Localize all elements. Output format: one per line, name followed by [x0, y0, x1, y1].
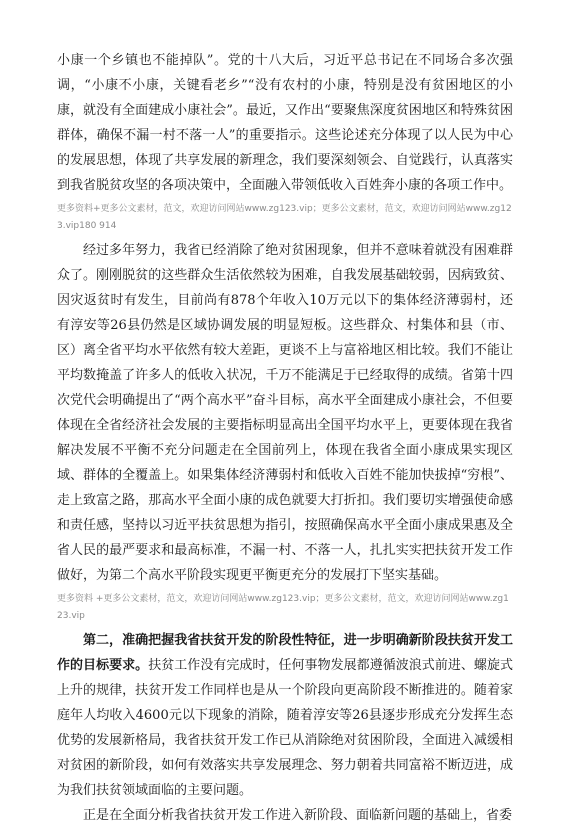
section-heading: 第二，准确把握我省扶贫开发的阶段性特征，进一步明确新阶段扶贫开发工作的目标要求。 — [57, 633, 513, 673]
reference-link-1[interactable]: 更多资料+更多公文素材，范文，欢迎访问网站www.zg123.vip；更多公文素材，范文，欢迎访问网站www.zg123.vip180 914 — [57, 204, 512, 231]
document-page — [57, 48, 513, 828]
paragraph-1: 小康一个乡镇也不能掉队”。党的十八大后，习近平总书记在不同场合多次强调，“小康不小康，关键看老乡”“没有农村的小康，特别是没有贫困地区的小康，就没有全面建成小康社会”。最近，又作出“要聚焦深度贫困地区和特殊贫困群体，确保不漏一村不落一人”的重要指示。这些论述充分体现了以人民为中心的发展思想，体现了共享发展的新理念，我们要深刻领会、自觉践行，认真落实到我省脱贫攻坚的各项决策中，全面融入带领低收入百姓奔小康的各项工作中。 — [57, 53, 513, 193]
reference-link-2[interactable]: 更多资料 +更多公文素材，范文，欢迎访问网站www.zg123.vip；更多公文素材，范文，欢迎访问网站www.zg123.vip — [57, 594, 509, 621]
paragraph-3 — [57, 628, 513, 803]
paragraph-4: 正是在全面分析我省扶贫开发工作进入新阶段、面临新问题的基础上，省委 — [83, 808, 513, 823]
paragraph-2: 经过多年努力，我省已经消除了绝对贫困现象，但并不意味着就没有困难群众了。刚刚脱贫的这些群众生活依然较为困难，自我发展基础较弱，因病致贫、因灾返贫时有发生，目前尚有878个年收入10万元以下的集体经济薄弱村，还有淳安等26县仍然是区域协调发展的明显短板。这些群众、村集体和县（市、区）离全省平均水平依然有较大差距，更谈不上与富裕地区相比较。我们不能让平均数掩盖了许多人的低收入状况，千万不能满足于已经取得的成绩。省第十四次党代会明确提出了“两个高水平”奋斗目标，高水平全面建成小康社会，不但要体现在全省经济社会发展的主要指标明显高出全国平均水平上，更要体现在我省解决发展不平衡不充分问题走在全国前列上，体现在我省全面小康成果实现区域、群体的全覆盖上。如果集体经济薄弱村和低收入百姓不能加快拔掉“穷根”、走上致富之路，那高水平全面小康的成色就要大打折扣。我们要切实增强使命感和责任感，坚持以习近平扶贫思想为指引，按照确保高水平全面小康成果惠及全省人民的最严要求和最高标准，不漏一村、不落一人，扎扎实实把扶贫开发工作做好，为第二个高水平阶段实现更平衡更充分的发展打下坚实基础。 — [57, 243, 513, 583]
paragraph-3-body: 扶贫工作没有完成时，任何事物发展都遵循波浪式前进、螺旋式上升的规律，扶贫开发工作同样也是从一个阶段向更高阶段不断推进的。随着家庭年人均收入4600元以下现象的消除，随着淳安等26县逐步形成充分发挥生态优势的发展新格局，我省扶贫开发工作已从消除绝对贫困阶段，全面进入减缓相对贫困的新阶段，如何有效落实共享发展理念、努力朝着共同富裕不断迈进，成为我们扶贫领域面临的主要问题。 — [57, 658, 513, 798]
